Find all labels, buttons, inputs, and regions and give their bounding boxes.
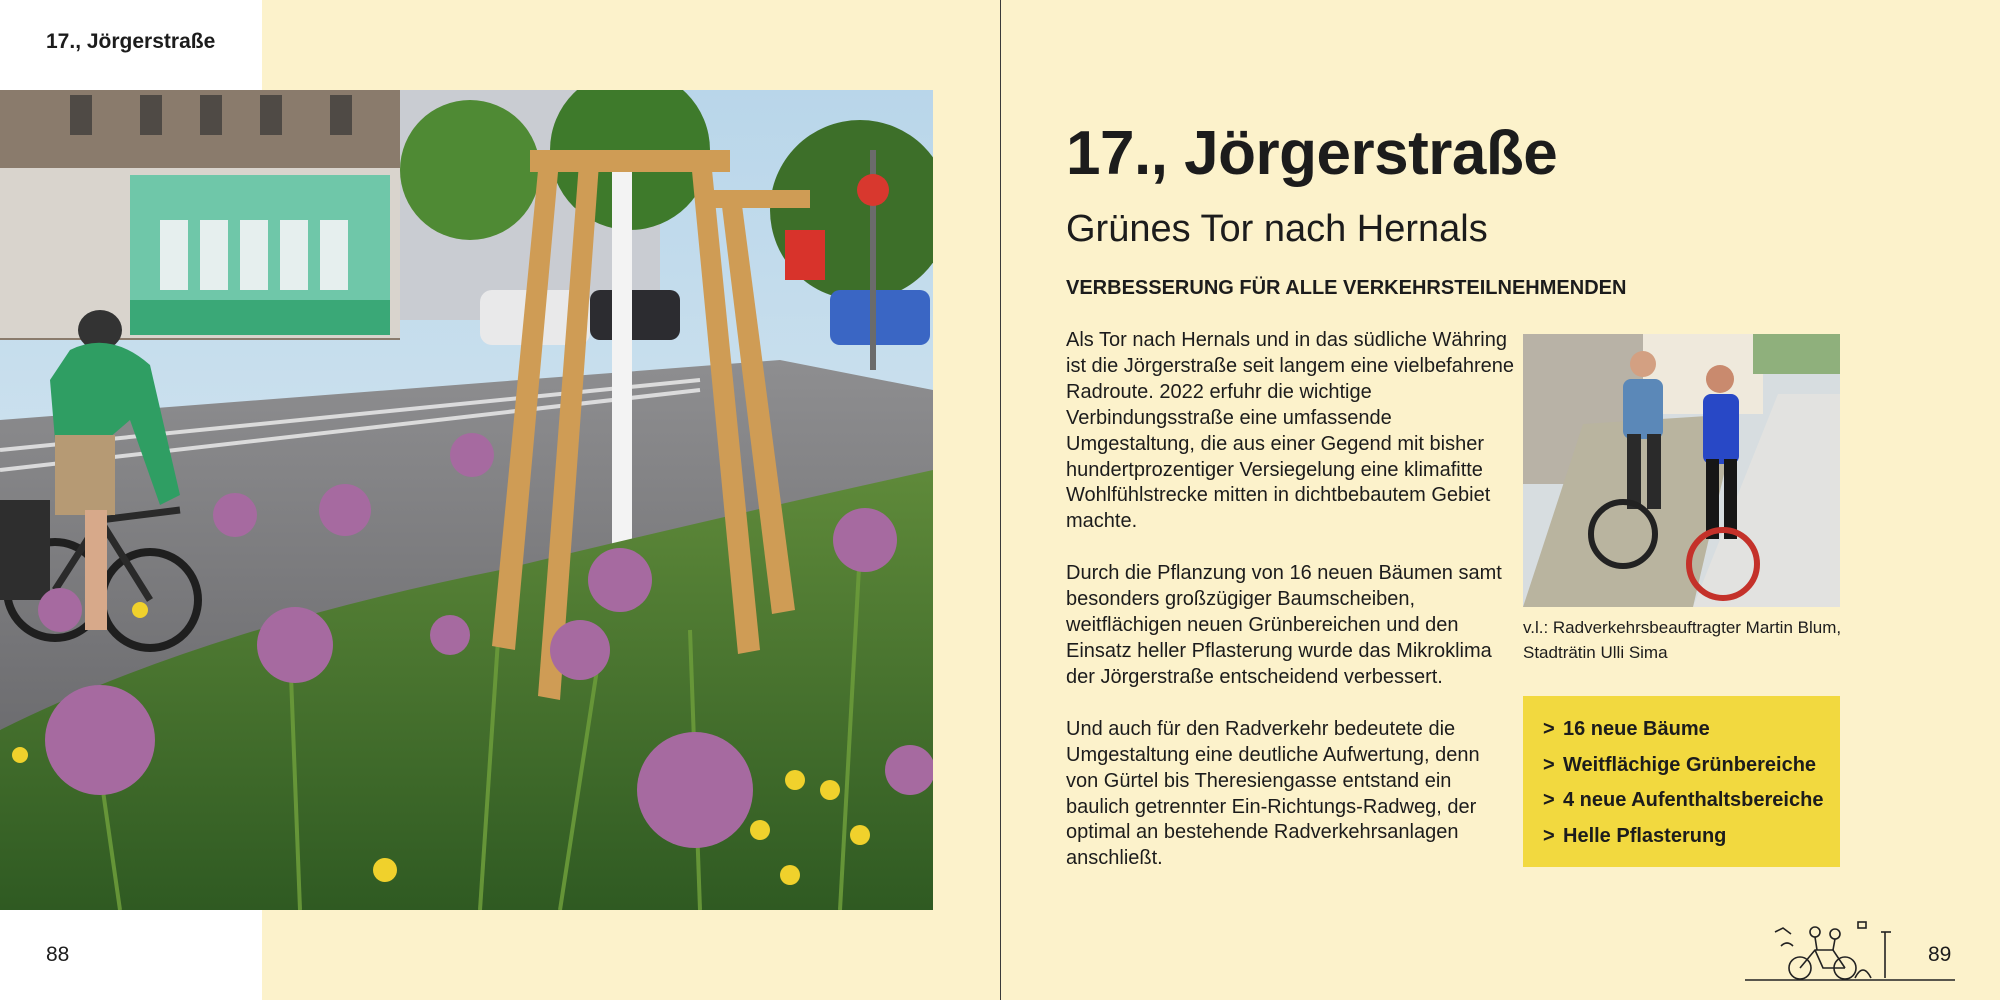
page-title: 17., Jörgerstraße xyxy=(1066,119,1558,188)
fact-item xyxy=(1543,819,1840,855)
facts-box xyxy=(1523,696,1840,867)
fact-text: Weitflächige Grünbereiche xyxy=(1563,753,1817,776)
body-text xyxy=(1066,328,1516,898)
fact-item xyxy=(1543,712,1840,748)
section-heading: VERBESSERUNG FÜR ALLE VERKEHRSTEILNEHMENDEN xyxy=(1066,277,1627,299)
fact-text: 4 neue Aufenthaltsbereiche xyxy=(1563,789,1824,811)
paragraph-3: Und auch für den Radverkehr bedeutete die Umgestaltung eine deutliche Aufwertung, denn von Gürtel bis Theresiengasse entstand ein baulich getrennter Ein-Richtungs-Radweg, der optimal an bestehende Radverkehrsanlagen anschließt. xyxy=(1066,717,1480,870)
fact-item xyxy=(1543,748,1840,784)
paragraph-2: Durch die Pflanzung von 16 neuen Bäumen samt besonders großzügiger Baumscheiben, weitflächigen neuen Grünbereichen und den Einsatz heller Pflasterung wurde das Mikroklima der Jörgerstraße entscheidend verbessert. xyxy=(1066,562,1502,688)
inset-photo xyxy=(1523,334,1840,607)
fact-text: 16 neue Bäume xyxy=(1563,718,1710,740)
page-spine xyxy=(1000,0,1001,1000)
paragraph-1: Als Tor nach Hernals und in das südliche Währing ist die Jörgerstraße seit langem eine vielbefahrene Radroute. 2022 erfuhr die wichtige Verbindungsstraße eine umfassende Umgestaltung, die aus einer Gegend mit bisher hundertprozentiger Versiegelung eine klimafitte Wohlfühlstrecke mitten in dichtbebautem Gebiet machte. xyxy=(1066,329,1515,533)
page-number-left: 88 xyxy=(46,943,70,966)
footer-tab xyxy=(0,910,262,1000)
street-scene-illustration xyxy=(0,90,933,910)
fact-marker: > xyxy=(1543,718,1555,740)
fact-marker: > xyxy=(1543,824,1555,847)
fact-text: Helle Pflasterung xyxy=(1563,824,1727,847)
page-number-right: 89 xyxy=(1928,943,1952,966)
main-photo xyxy=(0,90,933,910)
header-tab xyxy=(0,0,262,90)
fact-marker: > xyxy=(1543,753,1555,776)
fact-marker: > xyxy=(1543,789,1555,811)
fact-item xyxy=(1543,783,1840,819)
photo-caption: v.l.: Radverkehrsbeauftragter Martin Blum, Stadträtin Ulli Sima xyxy=(1523,618,1842,662)
tandem-bicycle-icon xyxy=(1745,912,1955,984)
page-subtitle: Grünes Tor nach Hernals xyxy=(1066,208,1488,250)
cyclists-illustration xyxy=(1523,334,1840,607)
section-label: 17., Jörgerstraße xyxy=(46,30,216,53)
